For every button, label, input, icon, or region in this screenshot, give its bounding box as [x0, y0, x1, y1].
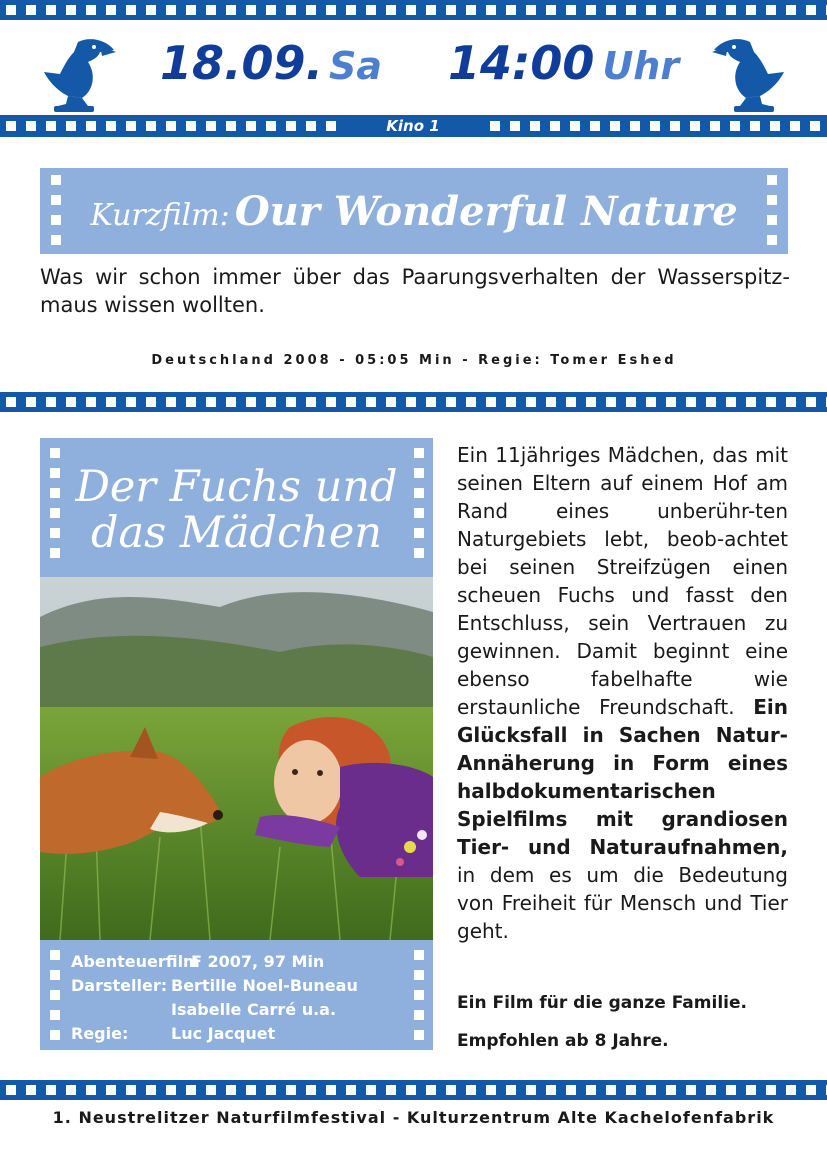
cast-member: Isabelle Carré u.a. [171, 1000, 337, 1019]
top-strip-holes [0, 5, 827, 15]
director-name: Luc Jacquet [171, 1024, 276, 1043]
cast-member: Bertille Noel-Buneau [171, 976, 358, 995]
film-hole [414, 950, 424, 960]
screening-date: 18.09. Sa [160, 36, 382, 90]
film-hole [51, 175, 61, 185]
film-hole [414, 990, 424, 1000]
short-film-name: Our Wonderful Nature [234, 188, 738, 235]
age-recommendation: Empfohlen ab 8 Jahre. [457, 1031, 669, 1051]
film-hole [414, 970, 424, 980]
screening-time: 14:00 Uhr [448, 36, 680, 90]
film-hole [50, 1030, 60, 1040]
venue-label: Kino 1 [386, 117, 440, 135]
film-hole [50, 950, 60, 960]
film-hole [50, 990, 60, 1000]
feature-info [71, 950, 358, 1046]
feature-title-line-1: Der Fuchs und [75, 462, 398, 512]
synopsis-text: Ein 11jähriges Mädchen, das mit seinen Eltern auf einem Hof am Rand eines unberühr-ten Naturgebiets lebt, beob-achtet bei seinen Streifzügen einen scheuen Fuchs und fasst den Entschluss, sein Vertrauen zu gewinnen. Damit beginnt eine ebenso fabelhafte wie erstaunliche Freundschaft. [457, 443, 788, 719]
kino-strip-holes-right [484, 121, 827, 131]
film-hole [50, 1010, 60, 1020]
short-film-title [40, 188, 788, 235]
bottom-strip-holes [0, 1085, 827, 1095]
short-film-credits: Deutschland 2008 - 05:05 Min - Regie: Tomer Eshed [151, 353, 677, 368]
screening-weekday: Sa [328, 44, 382, 88]
time-unit: Uhr [602, 44, 680, 88]
middle-strip-holes [0, 397, 827, 407]
fox-and-girl-photo [40, 577, 433, 940]
director-label: Regie: [71, 1024, 129, 1043]
synopsis-text-end: in dem es um die Bedeutung von Freiheit für Mensch und Tier geht. [457, 863, 788, 943]
family-note: Ein Film für die ganze Familie. [457, 993, 747, 1013]
film-hole [414, 1030, 424, 1040]
feature-title [40, 464, 433, 556]
film-hole [50, 448, 60, 458]
film-hole [50, 970, 60, 980]
origin-runtime: F 2007, 97 Min [191, 952, 325, 971]
puffin-bird-icon [38, 34, 122, 114]
puffin-bird-icon [706, 34, 790, 114]
short-film-description: Was wir schon immer über das Paarungsverhalten der Wasserspitz-maus wissen wollten. [40, 265, 790, 317]
feature-synopsis [457, 441, 788, 945]
synopsis-highlight: Ein Glücksfall in Sachen Natur-Annäherung in Form eines halbdokumentarischen Spielfilms mit grandiosen Tier- und Naturaufnahmen, [457, 695, 789, 859]
genre: Abenteuerfilm [71, 952, 200, 971]
short-film-prefix: Kurzfilm: [90, 198, 230, 233]
kino-strip-holes-left [0, 121, 344, 131]
film-hole [51, 235, 61, 245]
feature-title-line-2: das Mädchen [90, 508, 382, 558]
cast-label: Darsteller: [71, 976, 168, 995]
film-hole [414, 448, 424, 458]
festival-footer: 1. Neustrelitzer Naturfilmfestival - Kulturzentrum Alte Kachelofenfabrik [52, 1108, 775, 1127]
film-hole [414, 1010, 424, 1020]
film-hole [767, 175, 777, 185]
film-hole [767, 235, 777, 245]
